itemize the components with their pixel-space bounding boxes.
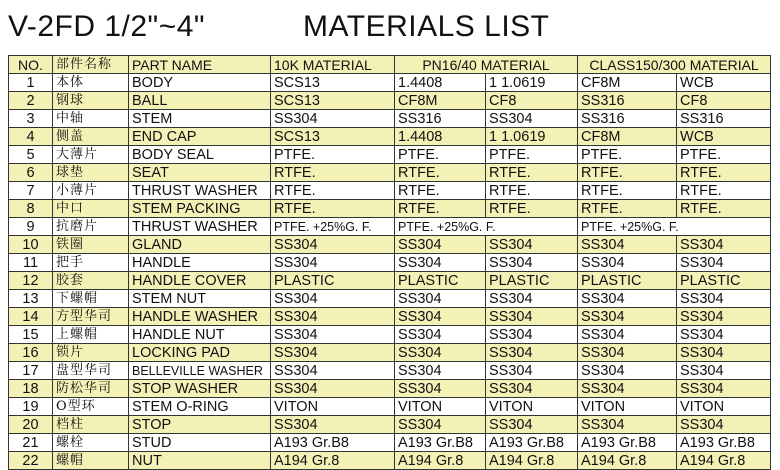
row-class150-material: A194 Gr.8 <box>578 452 677 470</box>
row-class150-material: SS316 <box>578 110 677 128</box>
row-no: 6 <box>9 164 53 182</box>
row-part-name: STEM NUT <box>129 290 271 308</box>
row-no: 11 <box>9 254 53 272</box>
row-chinese-name: 把手 <box>53 254 129 272</box>
row-part-name: THRUST WASHER <box>129 182 271 200</box>
row-no: 7 <box>9 182 53 200</box>
row-pn16-material: RTFE. <box>395 200 486 218</box>
row-chinese-name: 小薄片 <box>53 182 129 200</box>
row-no: 9 <box>9 218 53 236</box>
row-chinese-name: 防松华司 <box>53 380 129 398</box>
row-class150-material: VITON <box>578 398 677 416</box>
row-10k-material: SS304 <box>271 308 395 326</box>
row-part-name: BALL <box>129 92 271 110</box>
row-no: 8 <box>9 200 53 218</box>
row-pn16-material: 1.4408 <box>395 74 486 92</box>
row-class300-material: A194 Gr.8 <box>677 452 771 470</box>
row-class150-material: CF8M <box>578 128 677 146</box>
row-no: 16 <box>9 344 53 362</box>
materials-table-body <box>9 74 771 470</box>
header-part-name: PART NAME <box>129 56 271 74</box>
row-10k-material: RTFE. <box>271 164 395 182</box>
row-pn16-material: A193 Gr.B8 <box>395 434 486 452</box>
row-no: 20 <box>9 416 53 434</box>
table-row <box>9 92 771 110</box>
row-pn16-material: SS304 <box>395 344 486 362</box>
row-no: 15 <box>9 326 53 344</box>
row-class300-material: PLASTIC <box>677 272 771 290</box>
table-row <box>9 434 771 452</box>
row-part-name: NUT <box>129 452 271 470</box>
row-10k-material: A193 Gr.B8 <box>271 434 395 452</box>
row-pn16-material: PTFE. <box>395 146 486 164</box>
row-part-name: BODY SEAL <box>129 146 271 164</box>
row-no: 18 <box>9 380 53 398</box>
table-row <box>9 290 771 308</box>
row-pn16-material: SS304 <box>395 380 486 398</box>
materials-table <box>8 55 771 470</box>
row-chinese-name: 盘型华司 <box>53 362 129 380</box>
row-pn40-material: SS304 <box>486 110 578 128</box>
row-pn40-material: A194 Gr.8 <box>486 452 578 470</box>
row-chinese-name: O型环 <box>53 398 129 416</box>
row-class150-material: SS304 <box>578 362 677 380</box>
table-row <box>9 110 771 128</box>
row-class150-material: SS304 <box>578 380 677 398</box>
row-pn40-material: SS304 <box>486 380 578 398</box>
row-class150-material: SS304 <box>578 308 677 326</box>
row-class300-material: RTFE. <box>677 164 771 182</box>
row-pn16-material: SS304 <box>395 326 486 344</box>
row-chinese-name: 螺栓 <box>53 434 129 452</box>
row-no: 13 <box>9 290 53 308</box>
row-part-name: BELLEVILLE WASHER <box>129 362 271 380</box>
row-part-name: HANDLE NUT <box>129 326 271 344</box>
row-part-name: STOP <box>129 416 271 434</box>
row-class150-material: PTFE. <box>578 146 677 164</box>
table-row <box>9 362 771 380</box>
row-class150-material: SS304 <box>578 254 677 272</box>
row-pn40-material: SS304 <box>486 362 578 380</box>
row-pn40-material: RTFE. <box>486 200 578 218</box>
row-pn-material: PTFE. +25%G. F. <box>395 218 578 236</box>
row-class300-material: RTFE. <box>677 182 771 200</box>
row-pn40-material: SS304 <box>486 308 578 326</box>
row-class300-material: A193 Gr.B8 <box>677 434 771 452</box>
table-row <box>9 182 771 200</box>
row-pn40-material: VITON <box>486 398 578 416</box>
header-pn-material: PN16/40 MATERIAL <box>395 56 578 74</box>
row-chinese-name: 侧盖 <box>53 128 129 146</box>
row-class150-material: CF8M <box>578 74 677 92</box>
row-class150-material: PLASTIC <box>578 272 677 290</box>
row-chinese-name: 上螺帽 <box>53 326 129 344</box>
row-no: 10 <box>9 236 53 254</box>
row-no: 5 <box>9 146 53 164</box>
row-10k-material: SS304 <box>271 380 395 398</box>
row-chinese-name: 方型华司 <box>53 308 129 326</box>
row-no: 21 <box>9 434 53 452</box>
row-pn40-material: PTFE. <box>486 146 578 164</box>
row-part-name: THRUST WASHER <box>129 218 271 236</box>
row-10k-material: SS304 <box>271 290 395 308</box>
row-class300-material: SS316 <box>677 110 771 128</box>
row-chinese-name: 球垫 <box>53 164 129 182</box>
row-class300-material: PTFE. <box>677 146 771 164</box>
row-class300-material: SS304 <box>677 290 771 308</box>
row-class300-material: VITON <box>677 398 771 416</box>
row-no: 22 <box>9 452 53 470</box>
table-row <box>9 218 771 236</box>
row-part-name: STEM PACKING <box>129 200 271 218</box>
table-row <box>9 398 771 416</box>
header-cn: 部件名称 <box>53 56 129 74</box>
table-row <box>9 452 771 470</box>
row-pn40-material: A193 Gr.B8 <box>486 434 578 452</box>
table-row <box>9 236 771 254</box>
row-pn16-material: SS304 <box>395 308 486 326</box>
row-10k-material: SS304 <box>271 362 395 380</box>
header-row <box>9 56 771 74</box>
row-pn40-material: SS304 <box>486 236 578 254</box>
row-10k-material: SCS13 <box>271 128 395 146</box>
row-part-name: STEM O-RING <box>129 398 271 416</box>
row-class300-material: SS304 <box>677 326 771 344</box>
table-row <box>9 272 771 290</box>
row-no: 14 <box>9 308 53 326</box>
row-part-name: HANDLE COVER <box>129 272 271 290</box>
row-part-name: GLAND <box>129 236 271 254</box>
row-pn16-material: A194 Gr.8 <box>395 452 486 470</box>
row-class300-material: SS304 <box>677 362 771 380</box>
list-title: MATERIALS LIST <box>303 10 550 43</box>
row-pn40-material: SS304 <box>486 344 578 362</box>
row-no: 2 <box>9 92 53 110</box>
row-part-name: STOP WASHER <box>129 380 271 398</box>
row-no: 17 <box>9 362 53 380</box>
table-row <box>9 164 771 182</box>
row-chinese-name: 钢球 <box>53 92 129 110</box>
row-chinese-name: 下螺帽 <box>53 290 129 308</box>
row-chinese-name: 中轴 <box>53 110 129 128</box>
row-pn16-material: SS304 <box>395 416 486 434</box>
table-row <box>9 326 771 344</box>
row-no: 3 <box>9 110 53 128</box>
header-no: NO. <box>9 56 53 74</box>
row-class300-material: SS304 <box>677 344 771 362</box>
row-class150-material: RTFE. <box>578 164 677 182</box>
model-title: V-2FD 1/2"~4" <box>8 10 206 43</box>
row-pn40-material: SS304 <box>486 416 578 434</box>
row-class300-material: SS304 <box>677 254 771 272</box>
row-part-name: STUD <box>129 434 271 452</box>
row-10k-material: RTFE. <box>271 182 395 200</box>
row-no: 19 <box>9 398 53 416</box>
row-part-name: BODY <box>129 74 271 92</box>
row-10k-material: SCS13 <box>271 74 395 92</box>
row-pn40-material: SS304 <box>486 254 578 272</box>
row-pn16-material: SS304 <box>395 254 486 272</box>
header-10k-material: 10K MATERIAL <box>271 56 395 74</box>
row-class150-material: A193 Gr.B8 <box>578 434 677 452</box>
table-row <box>9 416 771 434</box>
row-pn16-material: SS304 <box>395 362 486 380</box>
header-class-material: CLASS150/300 MATERIAL <box>578 56 771 74</box>
row-pn16-material: SS316 <box>395 110 486 128</box>
row-pn40-material: SS304 <box>486 326 578 344</box>
row-chinese-name: 档柱 <box>53 416 129 434</box>
table-row <box>9 146 771 164</box>
row-class150-material: SS304 <box>578 416 677 434</box>
row-10k-material: SS304 <box>271 236 395 254</box>
row-10k-material: SCS13 <box>271 92 395 110</box>
row-part-name: END CAP <box>129 128 271 146</box>
row-chinese-name: 本体 <box>53 74 129 92</box>
row-10k-material: SS304 <box>271 110 395 128</box>
row-class300-material: WCB <box>677 74 771 92</box>
row-pn40-material: PLASTIC <box>486 272 578 290</box>
row-class150-material: SS304 <box>578 326 677 344</box>
row-pn16-material: SS304 <box>395 236 486 254</box>
row-10k-material: RTFE. <box>271 200 395 218</box>
row-pn40-material: 1 1.0619 <box>486 74 578 92</box>
row-pn16-material: RTFE. <box>395 164 486 182</box>
row-no: 4 <box>9 128 53 146</box>
row-part-name: STEM <box>129 110 271 128</box>
row-pn16-material: 1.4408 <box>395 128 486 146</box>
row-10k-material: PTFE. <box>271 146 395 164</box>
table-row <box>9 200 771 218</box>
row-class300-material: SS304 <box>677 236 771 254</box>
row-class300-material: SS304 <box>677 380 771 398</box>
row-chinese-name: 大薄片 <box>53 146 129 164</box>
row-chinese-name: 螺帽 <box>53 452 129 470</box>
row-10k-material: SS304 <box>271 344 395 362</box>
title-row <box>8 6 778 48</box>
table-row <box>9 308 771 326</box>
table-row <box>9 344 771 362</box>
row-class300-material: SS304 <box>677 416 771 434</box>
row-class300-material: SS304 <box>677 308 771 326</box>
row-class150-material: SS304 <box>578 290 677 308</box>
row-pn40-material: RTFE. <box>486 182 578 200</box>
row-class150-material: RTFE. <box>578 200 677 218</box>
row-no: 12 <box>9 272 53 290</box>
table-row <box>9 74 771 92</box>
row-10k-material: PTFE. +25%G. F. <box>271 218 395 236</box>
row-class150-material: SS316 <box>578 92 677 110</box>
row-part-name: LOCKING PAD <box>129 344 271 362</box>
row-class300-material: WCB <box>677 128 771 146</box>
row-pn16-material: SS304 <box>395 290 486 308</box>
row-class150-material: SS304 <box>578 344 677 362</box>
row-class150-material: SS304 <box>578 236 677 254</box>
row-10k-material: SS304 <box>271 416 395 434</box>
row-part-name: HANDLE <box>129 254 271 272</box>
row-10k-material: VITON <box>271 398 395 416</box>
row-chinese-name: 中口 <box>53 200 129 218</box>
row-chinese-name: 铁圈 <box>53 236 129 254</box>
row-chinese-name: 抗磨片 <box>53 218 129 236</box>
row-chinese-name: 锁片 <box>53 344 129 362</box>
row-pn40-material: CF8 <box>486 92 578 110</box>
row-pn40-material: SS304 <box>486 290 578 308</box>
row-chinese-name: 胶套 <box>53 272 129 290</box>
table-row <box>9 380 771 398</box>
row-10k-material: SS304 <box>271 254 395 272</box>
table-row <box>9 254 771 272</box>
row-class300-material: RTFE. <box>677 200 771 218</box>
row-pn16-material: RTFE. <box>395 182 486 200</box>
row-no: 1 <box>9 74 53 92</box>
row-pn16-material: CF8M <box>395 92 486 110</box>
row-10k-material: PLASTIC <box>271 272 395 290</box>
row-pn40-material: RTFE. <box>486 164 578 182</box>
row-class-material: PTFE. +25%G. F. <box>578 218 771 236</box>
row-class300-material: CF8 <box>677 92 771 110</box>
row-10k-material: A194 Gr.8 <box>271 452 395 470</box>
row-pn40-material: 1 1.0619 <box>486 128 578 146</box>
row-part-name: HANDLE WASHER <box>129 308 271 326</box>
row-pn16-material: VITON <box>395 398 486 416</box>
table-row <box>9 128 771 146</box>
row-class150-material: RTFE. <box>578 182 677 200</box>
row-pn16-material: PLASTIC <box>395 272 486 290</box>
row-part-name: SEAT <box>129 164 271 182</box>
row-10k-material: SS304 <box>271 326 395 344</box>
